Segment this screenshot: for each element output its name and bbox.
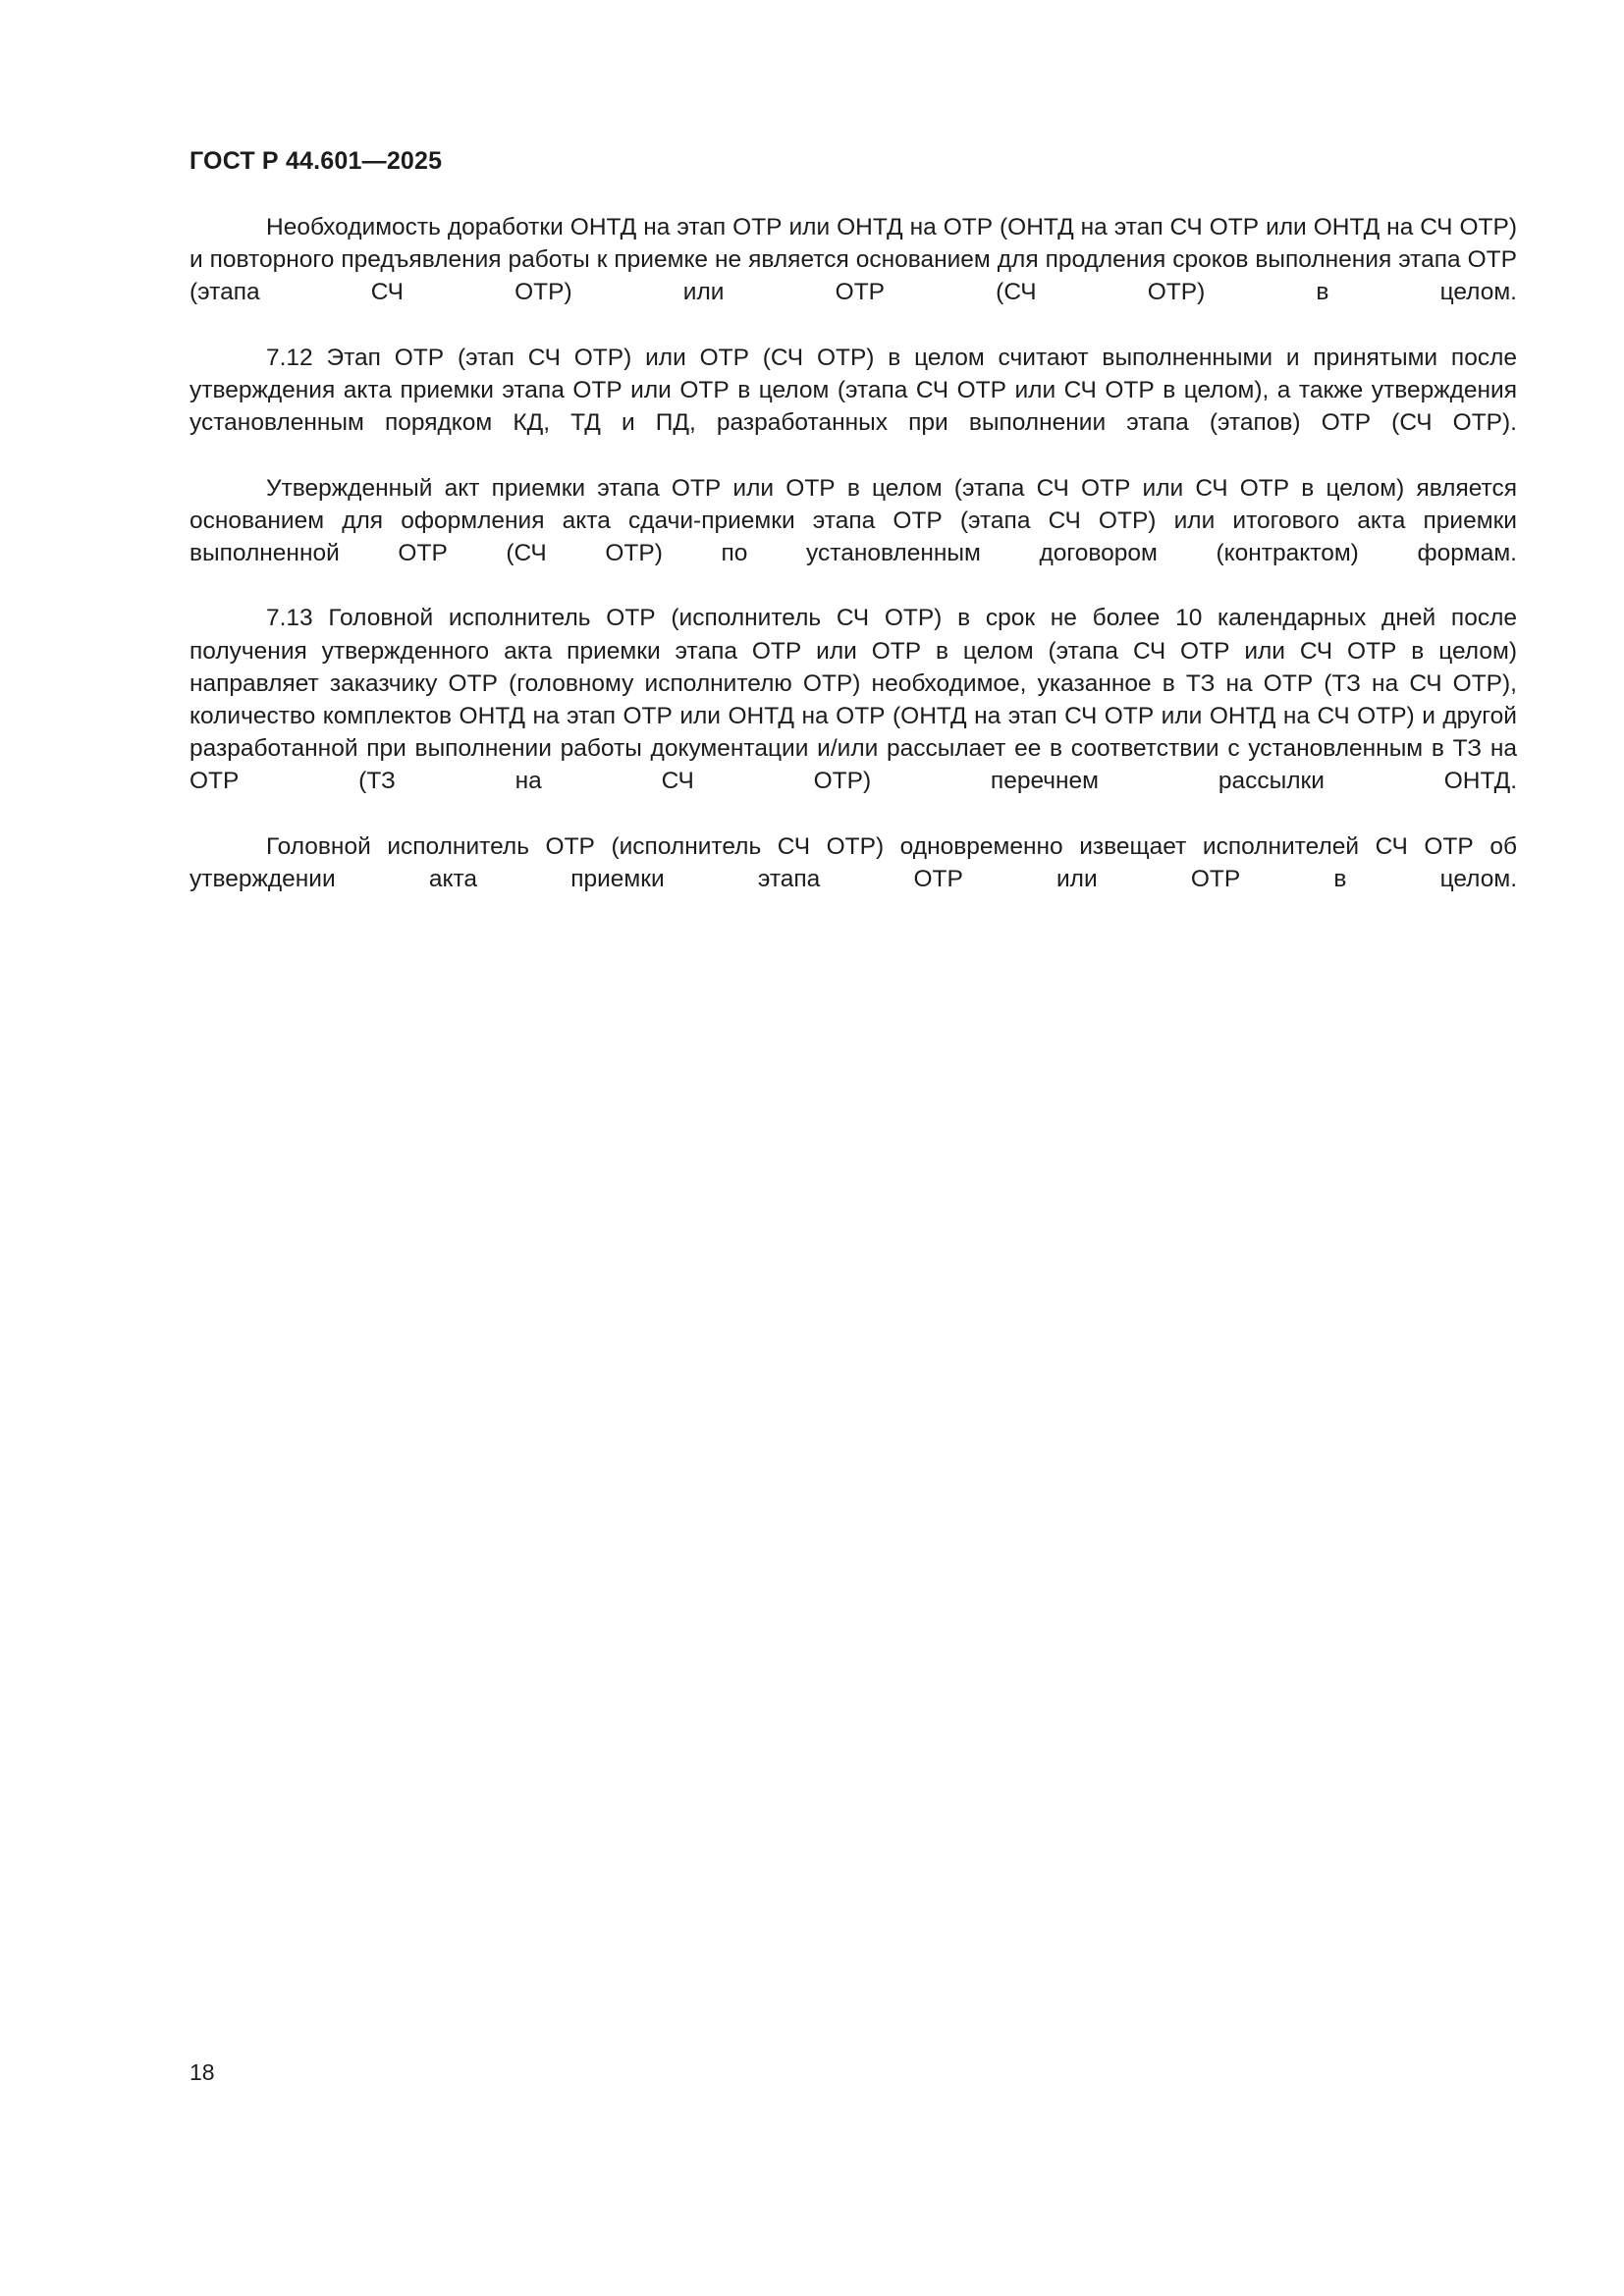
paragraph-7-12: 7.12 Этап ОТР (этап СЧ ОТР) или ОТР (СЧ ОТР) в целом считают выполненными и принятыми после утверждения акта приемки этапа ОТР или ОТР в целом (этапа СЧ ОТР или СЧ ОТР в целом), а также утверждения установленным порядком КД, ТД и ПД, разработанных при выполнении этапа (этапов) ОТР (СЧ ОТР). [189, 344, 1517, 437]
paragraph-approved-act: Утвержденный акт приемки этапа ОТР или ОТР в целом (этапа СЧ ОТР или СЧ ОТР в целом) является основанием для оформления акта сдачи-приемки этапа ОТР (этапа СЧ ОТР) или итогового акта приемки выполненной ОТР (СЧ ОТР) по установленным договором (контрактом) формам. [189, 474, 1517, 567]
paragraph-7-13: 7.13 Головной исполнитель ОТР (исполнитель СЧ ОТР) в срок не более 10 календарных дней после получения утвержденного акта приемки этапа ОТР или ОТР в целом (этапа СЧ ОТР или СЧ ОТР в целом) направляет заказчику ОТР (головному исполнителю ОТР) необходимое, указанное в ТЗ на ОТР (ТЗ на СЧ ОТР), количество комплектов ОНТД на этап ОТР или ОНТД на ОТР (ОНТД на этап СЧ ОТР или ОНТД на СЧ ОТР) и другой разработанной при выполнении работы документации и/или рассылает ее в соответствии с установленным в ТЗ на ОТР (ТЗ на СЧ ОТР) перечнем рассылки ОНТД. [189, 605, 1517, 795]
page-number: 18 [189, 2059, 215, 2085]
page-body-content [189, 211, 1517, 928]
paragraph-notify: Головной исполнитель ОТР (исполнитель СЧ ОТР) одновременно извещает исполнителей СЧ ОТР об утверждении акта приемки этапа ОТР или ОТР в целом. [189, 832, 1517, 893]
page-header-standard-number: ГОСТ Р 44.601—2025 [189, 147, 443, 175]
paragraph-continuation: Необходимость доработки ОНТД на этап ОТР или ОНТД на ОТР (ОНТД на этап СЧ ОТР или ОНТД на СЧ ОТР) и повторного предъявления работы к приемке не является основанием для продления сроков выполнения этапа ОТР (этапа СЧ ОТР) или ОТР (СЧ ОТР) в целом. [189, 214, 1517, 306]
